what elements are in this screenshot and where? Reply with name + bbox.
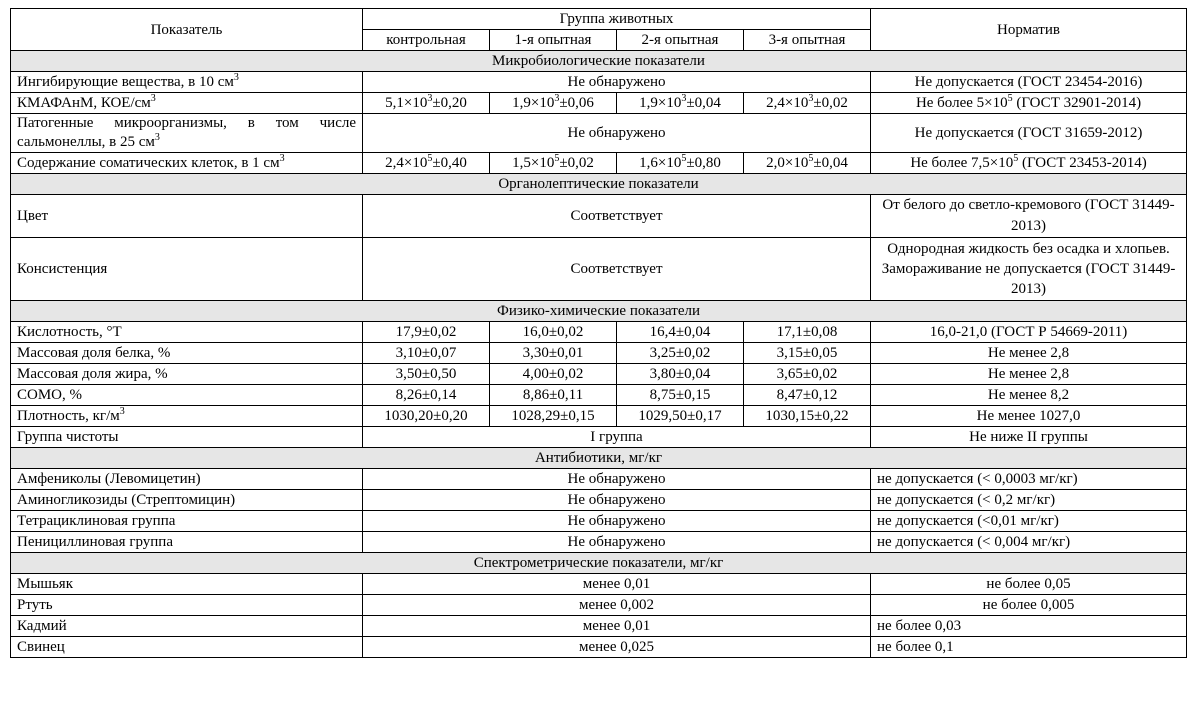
row-label: Амфениколы (Левомицетин) [11,469,363,490]
row-value: менее 0,01 [363,616,871,637]
cell-value: $1,6\times 10^5\pm 0,80$ [617,153,744,174]
cell-value: $1,9\times 10^3\pm 0,04$ [617,93,744,114]
table-row [11,114,1187,153]
table-row [11,72,1187,93]
row-norm: Не менее 2,8 [871,343,1187,364]
quality-indicators-table [10,8,1187,658]
table-row [11,195,1187,238]
section-organo: Органолептические показатели [11,174,1187,195]
cell-value: 8,47±0,12 [744,385,871,406]
row-value: Не обнаружено [363,72,871,93]
row-norm: не более 0,005 [871,595,1187,616]
header-indicator: Показатель [11,9,363,51]
cell-value: 3,10±0,07 [363,343,490,364]
row-norm: Не менее 2,8 [871,364,1187,385]
cell-value: 3,15±0,05 [744,343,871,364]
row-label: Цвет [11,195,363,238]
row-label: Кислотность, °Т [11,322,363,343]
cell-value: 3,80±0,04 [617,364,744,385]
row-norm: От белого до светло-кремового (ГОСТ 31449-2013) [871,195,1187,238]
section-row [11,301,1187,322]
cell-value: 1028,29±0,15 [490,406,617,427]
row-norm: не допускается (< 0,004 мг/кг) [871,532,1187,553]
row-norm: Однородная жидкость без осадка и хлопьев. Замораживание не допускается (ГОСТ 31449-2013) [871,238,1187,301]
table-row [11,385,1187,406]
section-row [11,174,1187,195]
table-row [11,490,1187,511]
row-label: Пенициллиновая группа [11,532,363,553]
row-norm: Не более $5\times 10^5$ (ГОСТ 32901-2014) [871,93,1187,114]
cell-value: 1030,20±0,20 [363,406,490,427]
row-norm: не допускается (< 0,2 мг/кг) [871,490,1187,511]
row-norm: Не менее 8,2 [871,385,1187,406]
cell-value: $2,0\times 10^5\pm 0,04$ [744,153,871,174]
table-row [11,93,1187,114]
table-row [11,322,1187,343]
row-label: Аминогликозиды (Стрептомицин) [11,490,363,511]
row-value: Не обнаружено [363,114,871,153]
row-label: Кадмий [11,616,363,637]
table-row [11,637,1187,658]
table-row [11,595,1187,616]
table-row [11,574,1187,595]
cell-value: 17,1±0,08 [744,322,871,343]
table-row [11,427,1187,448]
cell-value: $2,4\times 10^5\pm 0,40$ [363,153,490,174]
row-value: менее 0,01 [363,574,871,595]
row-label: Мышьяк [11,574,363,595]
cell-value: 8,26±0,14 [363,385,490,406]
table-row [11,532,1187,553]
cell-value: 16,4±0,04 [617,322,744,343]
cell-value: 3,25±0,02 [617,343,744,364]
row-norm: не более 0,05 [871,574,1187,595]
row-norm: Не ниже II группы [871,427,1187,448]
section-antibiotics: Антибиотики, мг/кг [11,448,1187,469]
table-row [11,364,1187,385]
header-group-control: контрольная [363,30,490,51]
cell-value: 16,0±0,02 [490,322,617,343]
row-label: Тетрациклиновая группа [11,511,363,532]
row-label: Патогенные микроорганизмы, в том числе сальмонеллы, в 25 $см^3$ [11,114,363,153]
section-micro: Микробиологические показатели [11,51,1187,72]
row-label: Свинец [11,637,363,658]
cell-value: $1,9\times 10^3\pm 0,06$ [490,93,617,114]
section-row [11,448,1187,469]
cell-value: 4,00±0,02 [490,364,617,385]
row-label: СОМО, % [11,385,363,406]
cell-value: 3,50±0,50 [363,364,490,385]
row-label: Содержание соматических клеток, в 1 $см^3$ [11,153,363,174]
section-spectro: Спектрометрические показатели, мг/кг [11,553,1187,574]
header-row [11,9,1187,30]
row-value: менее 0,025 [363,637,871,658]
row-norm: не более 0,03 [871,616,1187,637]
row-label: Массовая доля жира, % [11,364,363,385]
header-group-2: 2-я опытная [617,30,744,51]
cell-value: 8,75±0,15 [617,385,744,406]
cell-value: $2,4\times 10^3\pm 0,02$ [744,93,871,114]
row-value: Не обнаружено [363,511,871,532]
row-norm: 16,0-21,0 (ГОСТ Р 54669-2011) [871,322,1187,343]
table-row [11,616,1187,637]
row-label: Ртуть [11,595,363,616]
table-row [11,238,1187,301]
row-norm: Не допускается (ГОСТ 23454-2016) [871,72,1187,93]
row-label: Консистенция [11,238,363,301]
row-norm: не допускается (<0,01 мг/кг) [871,511,1187,532]
row-value: менее 0,002 [363,595,871,616]
table-row [11,406,1187,427]
section-row [11,51,1187,72]
row-norm: Не более $7,5\times 10^5$ (ГОСТ 23453-2014) [871,153,1187,174]
header-group-1: 1-я опытная [490,30,617,51]
header-group-3: 3-я опытная [744,30,871,51]
header-norm: Норматив [871,9,1187,51]
row-label: Ингибирующие вещества, в 10 $см^3$ [11,72,363,93]
header-animal-group: Группа животных [363,9,871,30]
row-value: I группа [363,427,871,448]
row-label: КМАФАнМ, КОЕ/$см^3$ [11,93,363,114]
row-norm: не более 0,1 [871,637,1187,658]
cell-value: 1030,15±0,22 [744,406,871,427]
table-row [11,153,1187,174]
section-physchem: Физико-химические показатели [11,301,1187,322]
cell-value: $1,5\times 10^5\pm 0,02$ [490,153,617,174]
row-value: Соответствует [363,238,871,301]
row-label: Массовая доля белка, % [11,343,363,364]
cell-value: 1029,50±0,17 [617,406,744,427]
cell-value: $5,1\times 10^3\pm 0,20$ [363,93,490,114]
row-value: Соответствует [363,195,871,238]
row-label: Плотность, $кг/м^3$ [11,406,363,427]
row-norm: Не допускается (ГОСТ 31659-2012) [871,114,1187,153]
table-row [11,469,1187,490]
row-norm: не допускается (< 0,0003 мг/кг) [871,469,1187,490]
cell-value: 3,65±0,02 [744,364,871,385]
section-row [11,553,1187,574]
cell-value: 17,9±0,02 [363,322,490,343]
table-row [11,511,1187,532]
row-value: Не обнаружено [363,490,871,511]
table-row [11,343,1187,364]
row-value: Не обнаружено [363,469,871,490]
cell-value: 3,30±0,01 [490,343,617,364]
cell-value: 8,86±0,11 [490,385,617,406]
row-norm: Не менее 1027,0 [871,406,1187,427]
row-value: Не обнаружено [363,532,871,553]
row-label: Группа чистоты [11,427,363,448]
